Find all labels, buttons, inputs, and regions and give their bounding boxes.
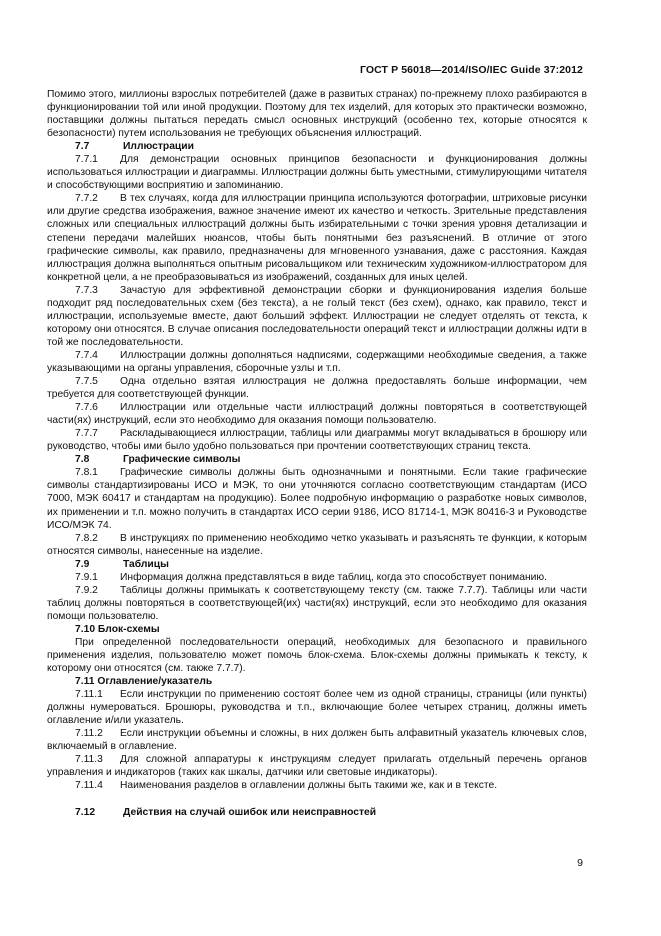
section-heading-7-11: 7.11 Оглавление/указатель (75, 676, 213, 688)
section-heading-7-10: 7.10 Блок-схемы (75, 623, 160, 635)
paragraph-7-9-2: 7.9.2 Таблицы должны примыкать к соответствующему тексту (см. также 7.7.7). Таблицы или части таблиц должны повторяться в соответствующей(их) части(ях) инструкций, если это необходимо для оказания помощи пользователю. (47, 584, 587, 622)
section-heading-7-12: 7.12 Действия на случай ошибок или неисправностей (75, 806, 377, 818)
paragraph-7-7-7: 7.7.7 Раскладывающиеся иллюстрации, таблицы или диаграммы могут вкладываться в брошюру или руководство, чтобы ими было удобно пользоваться при прочтении соответствующих страниц текста. (47, 428, 587, 453)
page-number: 9 (577, 857, 583, 869)
page-content (47, 88, 587, 819)
paragraph-7-10: При определенной последовательности операций, необходимых для безопасного и правильного применения изделия, пользователю может помочь блок-схема. Блок-схемы должны примыкать к тексту, к которому они относятся (см. также 7.7.7). (47, 636, 587, 675)
paragraph-7-8-2: 7.8.2 В инструкциях по применению необходимо четко указывать и разъяснять те функции, к которым относятся символы, нанесенные на изделие. (47, 532, 587, 557)
paragraph-7-11-2: 7.11.2 Если инструкции объемны и сложны, в них должен быть алфавитный указатель ключевых слов, включаемый в оглавление. (47, 728, 587, 753)
section-heading-7-8: 7.8 Графические символы (75, 454, 241, 466)
paragraph-7-7-1: 7.7.1 Для демонстрации основных принципов безопасности и функционирования должны использоваться иллюстрации и диаграммы. Иллюстрации должны быть уместными, стимулирующими читателя и способствующими восприятию и запоминанию. (47, 154, 587, 192)
paragraph-7-11-1: 7.11.1 Если инструкции по применению состоят более чем из одной страницы, страницы (или пункты) должны нумероваться. Брошюры, руководства и т.п., включающие более четырех страниц, должны иметь оглавление и/или указатель. (47, 689, 587, 727)
paragraph-7-7-3: 7.7.3 Зачастую для эффективной демонстрации сборки и функционирования изделия больше подходит ряд последовательных схем (без текста), а не голый текст (без схем), однако, как правило, текст и иллюстрации, используемые вместе, дают больший эффект. Иллюстрации не следует отделять от текста, к которому они относятся. В случае описания последовательности операций текст и иллюстрации должны идти в той же последовательности. (47, 284, 587, 348)
paragraph-7-7-2: 7.7.2 В тех случаях, когда для иллюстрации принципа используются фотографии, штриховые рисунки или другие средства изображения, важное значение имеют их качество и четкость. Зрительные представления сложных или специальных иллюстраций должны быть избирательными с точки зрения уровня детализации и степени передачи малейших нюансов, чтобы быть понятными без разъяснений. В отличие от этого графические символы, как правило, предназначены для мгновенного узнавания, даже с расстояния. Каждая иллюстрация должна выполняться опытным рисовальщиком или техническим художником-иллюстратором для конкретной цели, а не преобразовываться из изображений, созданных для иных целей. (47, 193, 587, 283)
section-heading-7-7: 7.7 Иллюстрации (75, 141, 194, 153)
section-heading-7-9: 7.9 Таблицы (75, 558, 169, 570)
paragraph-7-11-3: 7.11.3 Для сложной аппаратуры к инструкциям следует прилагать отдельный перечень органов управления и индикаторов (таких как шкалы, датчики или световые индикаторы). (47, 754, 587, 779)
paragraph-7-11-4: 7.11.4 Наименования разделов в оглавлении должны быть такими же, как и в тексте. (75, 780, 498, 792)
intro-paragraph: Помимо этого, миллионы взрослых потребителей (даже в развитых странах) по-прежнему плохо разбираются в функционировании той или иной продукции. Поэтому для тех изделий, для которых это практически возможно, поставщики должны пытаться передать смысл основных инструкций (особенно тех, которые относятся к безопасности) путем использования не требующих объяснения иллюстраций. (47, 89, 587, 140)
paragraph-7-9-1: 7.9.1 Информация должна представляться в виде таблиц, когда это способствует пониманию. (75, 571, 547, 583)
spacer (47, 793, 587, 806)
paragraph-7-7-5: 7.7.5 Одна отдельно взятая иллюстрация не должна предоставлять больше информации, чем требуется для соответствующей функции. (47, 376, 587, 401)
standard-header: ГОСТ Р 56018—2014/ISO/IEC Guide 37:2012 (359, 64, 583, 76)
paragraph-7-8-1: 7.8.1 Графические символы должны быть однозначными и понятными. Если такие графические символы стандартизированы ИСО и МЭК, то они уточняются согласно соответствующим стандартам (ИСО 7000, МЭК 60417 и стандартам на продукцию). Более подробную информацию о разработке новых символов, их применении и т.п. можно получить в стандартах ИСО серии 9186, ИСО 81714-1, МЭК 80416-3 и Руководстве ИСО/МЭК 74. (47, 467, 587, 531)
paragraph-7-7-4: 7.7.4 Иллюстрации должны дополняться надписями, содержащими необходимые сведения, а также указывающими на органы управления, сборочные узлы и т.п. (47, 349, 587, 374)
paragraph-7-7-6: 7.7.6 Иллюстрации или отдельные части иллюстраций должны повторяться в соответствующей части(ях) инструкций, если это необходимо для оказания помощи пользователю. (47, 402, 587, 427)
